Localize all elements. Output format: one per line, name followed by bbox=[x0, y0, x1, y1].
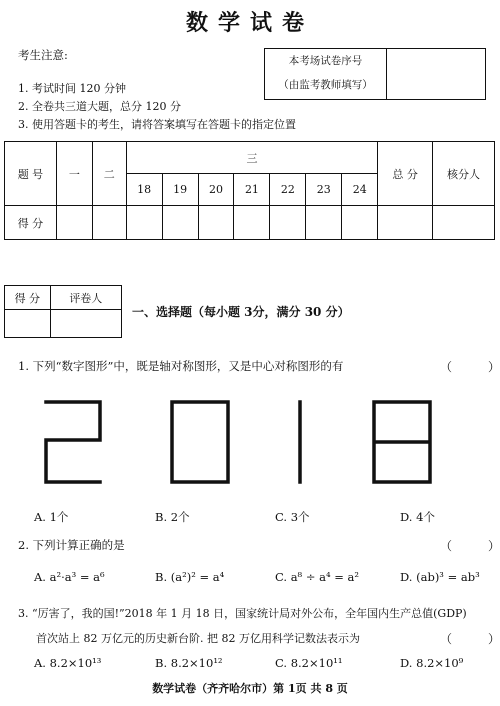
question-3-stem-line-2: 首次站上 82 万亿元的历史新台阶. 把 82 万亿用科学记数法表示为 bbox=[36, 632, 360, 645]
score-cell[interactable] bbox=[234, 206, 270, 240]
grader-name-label: 评卷人 bbox=[50, 286, 121, 310]
sub-question-19: 19 bbox=[162, 174, 198, 206]
sub-question-20: 20 bbox=[198, 174, 234, 206]
question-2-stem: 2. 下列计算正确的是 bbox=[18, 538, 125, 552]
question-1-option-b[interactable]: B. 2个 bbox=[155, 510, 190, 524]
question-3-option-d[interactable]: D. 8.2×10⁹ bbox=[400, 656, 464, 670]
question-2-option-c[interactable]: C. a⁸ ÷ a⁴ = a² bbox=[275, 570, 359, 584]
reviewer-label: 核分人 bbox=[433, 142, 495, 206]
digital-figure-8 bbox=[374, 402, 430, 482]
question-number-label: 题 号 bbox=[5, 142, 57, 206]
page-title: 数学试卷 bbox=[185, 10, 314, 36]
question-3-option-c[interactable]: C. 8.2×10¹¹ bbox=[275, 656, 343, 670]
grader-score-label: 得 分 bbox=[5, 286, 51, 310]
section-one-title: 一、选择题（每小题 3分，满分 30 分） bbox=[132, 305, 350, 319]
notice-item-3: 3. 使用答题卡的考生，请将答案填写在答题卡的指定位置 bbox=[18, 118, 296, 131]
question-3-option-b[interactable]: B. 8.2×10¹² bbox=[155, 656, 223, 670]
score-cell[interactable] bbox=[198, 206, 234, 240]
sub-question-22: 22 bbox=[270, 174, 306, 206]
digital-figure-2 bbox=[46, 402, 100, 482]
question-3-stem-line-1: 3. “厉害了，我的国!”2018 年 1 月 18 日，国家统计局对外公布，全年国内生产总值(GDP) bbox=[18, 607, 467, 620]
score-cell[interactable] bbox=[56, 206, 92, 240]
question-3-option-a[interactable]: A. 8.2×10¹³ bbox=[34, 656, 102, 670]
question-1-answer-paren[interactable]: （ ） bbox=[440, 360, 500, 374]
col-section-three: 三 bbox=[126, 142, 377, 174]
question-2-option-b[interactable]: B. (a²)² = a⁴ bbox=[155, 570, 225, 584]
score-cell[interactable] bbox=[433, 206, 495, 240]
question-1-option-a[interactable]: A. 1个 bbox=[34, 510, 69, 524]
total-score-label: 总 分 bbox=[378, 142, 433, 206]
score-cell[interactable] bbox=[378, 206, 433, 240]
sub-question-21: 21 bbox=[234, 174, 270, 206]
col-section-two: 二 bbox=[92, 142, 126, 206]
question-2-option-d[interactable]: D. (ab)³ = ab³ bbox=[400, 570, 480, 584]
question-2-option-a[interactable]: A. a²·a³ = a⁶ bbox=[34, 570, 105, 584]
digital-figure-0 bbox=[172, 402, 228, 482]
sub-question-23: 23 bbox=[306, 174, 342, 206]
exam-serial-box bbox=[264, 48, 486, 100]
sub-question-24: 24 bbox=[342, 174, 378, 206]
score-row-label: 得 分 bbox=[5, 206, 57, 240]
digital-figures bbox=[0, 390, 500, 500]
score-cell[interactable] bbox=[162, 206, 198, 240]
page-footer: 数学试卷（齐齐哈尔市）第 1页 共 8 页 bbox=[152, 682, 348, 695]
question-3-answer-paren[interactable]: （ ） bbox=[440, 632, 500, 646]
notice-item-1: 1. 考试时间 120 分钟 bbox=[18, 82, 126, 95]
question-1-stem: 1. 下列“数字图形”中，既是轴对称图形，又是中心对称图形的有 bbox=[18, 359, 344, 373]
col-section-one: 一 bbox=[56, 142, 92, 206]
grader-score-cell[interactable] bbox=[5, 310, 51, 338]
notice-item-2: 2. 全卷共三道大题，总分 120 分 bbox=[18, 100, 181, 113]
question-1-option-c[interactable]: C. 3个 bbox=[275, 510, 310, 524]
score-cell[interactable] bbox=[270, 206, 306, 240]
grader-table bbox=[4, 285, 122, 338]
score-cell[interactable] bbox=[126, 206, 162, 240]
score-cell[interactable] bbox=[306, 206, 342, 240]
grader-name-cell[interactable] bbox=[50, 310, 121, 338]
exam-serial-note: （由监考教师填写） bbox=[278, 79, 373, 91]
notice-heading: 考生注意: bbox=[18, 48, 68, 62]
score-cell[interactable] bbox=[342, 206, 378, 240]
question-1-option-d[interactable]: D. 4个 bbox=[400, 510, 435, 524]
score-cell[interactable] bbox=[92, 206, 126, 240]
sub-question-18: 18 bbox=[126, 174, 162, 206]
score-table bbox=[4, 141, 495, 240]
exam-serial-label: 本考场试卷序号 bbox=[288, 55, 363, 67]
question-2-answer-paren[interactable]: （ ） bbox=[440, 539, 500, 553]
